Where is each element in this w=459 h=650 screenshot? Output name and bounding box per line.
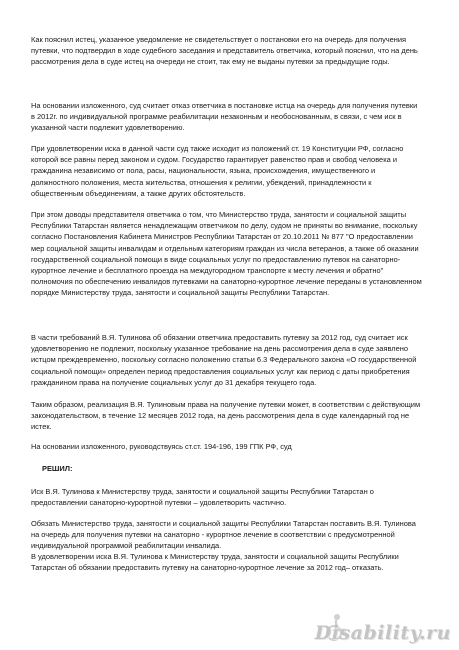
- paragraph-2012-voucher-premature: В части требований В.Я. Тулинова об обязании ответчика предоставить путевку за 2012 год, суд считает иск удовлетворению не подлежит, поскольку указанное требование на день рассмотрения дела в суде заявлено истцом преждевременно, поскольку согласно положению статьи 6.3 Федерального закона «О государственной социальной помощи» определен период предоставления социальных услуг как период с даты приобретения гражданином права на получение социальных услуг до 31 декабря текущего года.: [31, 333, 417, 387]
- paragraph-right-realization: Таким образом, реализация В.Я. Тулиновым права на получение путевки может, в соответствии с действующим законодательством, в течение 12 месяцев 2012 года, на день рассмотрения дела в суде календарный год не истек.: [31, 400, 421, 432]
- paragraph-claim-partially-granted: Иск В.Я. Тулинова к Министерству труда, занятости и социальной защиты Республики Татарстан о предоставлении санаторно-курортной путевки – удовлетворить частично.: [31, 487, 374, 508]
- paragraph-constitution-art19: При удовлетворении иска в данной части суд также исходит из положений ст. 19 Конституции РФ, согласно которой все равны перед законом и судом. Государство гарантирует равенство прав и свобод человека и гражданина независимо от пола, расы, национальности, языка, происхождения, имущественного и должностного положения, места жительства, отношения к религии, убеждений, принадлежности к общественным объединениям, а также других обстоятельств.: [31, 144, 404, 198]
- paragraph-respondent-notice: Как пояснил истец, указанное уведомление не свидетельствует о постановки его на очередь для получения путевки, что подтвердил в ходе судебного заседания и представитель ответчика, который пояснил, что на день рассмотрения дела в суде истец на очереди не стоит, так ему не выданы путевки за предыдущие годы.: [31, 35, 418, 67]
- paragraph-oblige-ministry: Обязать Министерство труда, занятости и социальной защиты Республики Татарстан поставить В.Я. Тулинова на очередь для получения путевки на санаторно - курортное лечение в соответствии с предусмотренной индивидуальной программой реабилитации инвалида.: [31, 519, 416, 551]
- paragraph-legal-basis: На основании изложенного, руководствуясь ст.ст. 194-196, 199 ГПК РФ, суд: [31, 442, 292, 451]
- paragraph-refuse-2012-voucher: В удовлетворении иска В.Я. Тулинова к Министерству труда, занятости и социальной защиты Республики Татарстан об обязании предоставить путевку на санаторно-курортное лечение за 2012 год– отказать.: [31, 552, 399, 573]
- heading-decided: РЕШИЛ:: [42, 464, 73, 473]
- watermark-logo: Disability.ru: [314, 622, 451, 644]
- paragraph-ministry-proper-defendant: При этом доводы представителя ответчика о том, что Министерство труда, занятости и социальной защиты Республики Татарстан является ненадлежащим ответчиком по делу, судом не приняты во внимание, поскольку согласно Постановления Кабинета Министров Республики Татарстан от 20.10.2011 № 877 "О предоставлении мер социальной защиты инвалидам и отдельным категориям граждан из числа ветеранов, а также об оказании государственной социальной помощи в виде социальных услуг по предоставлению путевок на санаторно-курортное лечение и бесплатного проезда на междугородном транспорте к месту лечения и обратно" полномочия по обеспечению инвалидов путевками на санаторно-курортное лечение переданы в установленном порядке Министерству труда, занятости и социальной защиты Республики Татарстан.: [31, 210, 422, 298]
- paragraph-refusal-unlawful: На основании изложенного, суд считает отказ ответчика в постановке истца на очередь для получения путевки в 2012г. по индивидуальной программе реабилитации незаконным и необоснованным, в связи, с чем иск в указанной части подлежит удовлетворению.: [31, 101, 418, 133]
